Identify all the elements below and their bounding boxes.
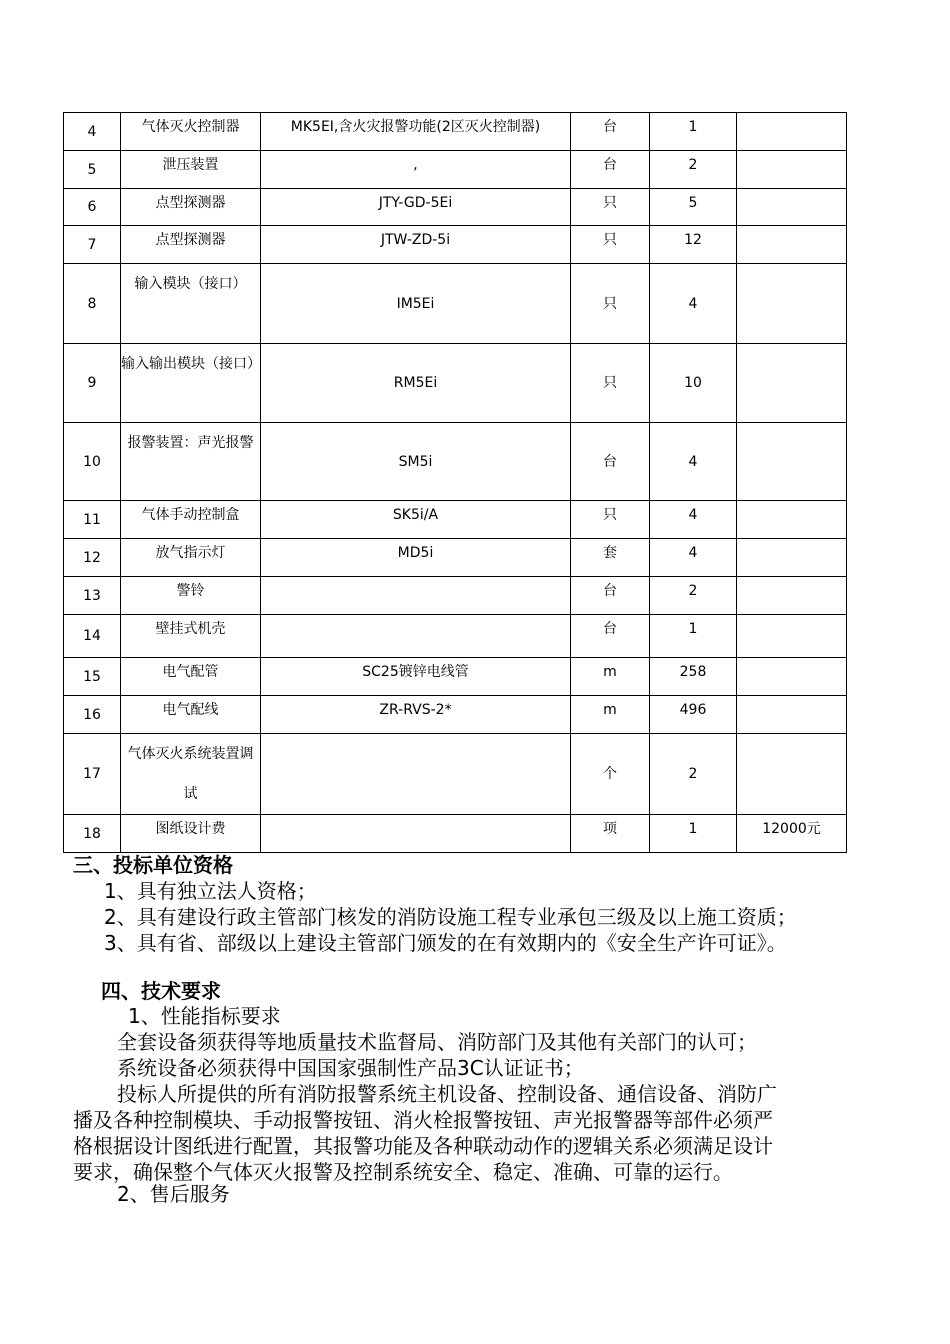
equipment-table <box>63 112 847 853</box>
qualification-item: 2、具有建设行政主管部门核发的消防设施工程专业承包三级及以上施工资质； <box>104 905 797 929</box>
table-row <box>64 658 847 696</box>
table-row <box>64 189 847 226</box>
row-number: 8 <box>64 264 121 344</box>
item-spec: IM5Ei <box>261 264 571 344</box>
item-qty: 2 <box>650 151 737 189</box>
item-note <box>737 423 847 501</box>
row-number: 4 <box>64 113 121 151</box>
item-spec: MK5EI,含火灾报警功能(2区灭火控制器) <box>261 113 571 151</box>
item-name: 警铃 <box>121 577 261 615</box>
item-unit: 只 <box>571 501 650 539</box>
item-note <box>737 189 847 226</box>
item-qty: 12 <box>650 226 737 264</box>
item-note <box>737 615 847 658</box>
item-name: 气体灭火系统装置调试 <box>121 734 261 815</box>
row-number: 18 <box>64 815 121 853</box>
item-note <box>737 151 847 189</box>
row-number: 5 <box>64 151 121 189</box>
item-note <box>737 113 847 151</box>
table-row <box>64 815 847 853</box>
item-spec: ZR-RVS-2* <box>261 696 571 734</box>
table-row <box>64 501 847 539</box>
item-name: 电气配线 <box>121 696 261 734</box>
row-number: 15 <box>64 658 121 696</box>
item-qty: 4 <box>650 501 737 539</box>
item-note <box>737 264 847 344</box>
item-qty: 10 <box>650 344 737 423</box>
item-name: 点型探测器 <box>121 226 261 264</box>
item-spec <box>261 577 571 615</box>
item-unit: 台 <box>571 423 650 501</box>
item-qty: 1 <box>650 615 737 658</box>
table-row <box>64 615 847 658</box>
table-row <box>64 113 847 151</box>
item-spec <box>261 615 571 658</box>
table-row <box>64 344 847 423</box>
item-note <box>737 696 847 734</box>
item-name: 壁挂式机壳 <box>121 615 261 658</box>
item-unit: 台 <box>571 577 650 615</box>
item-name: 气体手动控制盒 <box>121 501 261 539</box>
item-unit: 个 <box>571 734 650 815</box>
paragraph: 系统设备必须获得中国国家强制性产品3C认证证书； <box>117 1056 584 1080</box>
table-row <box>64 696 847 734</box>
item-unit: 只 <box>571 264 650 344</box>
paragraph-line: 播及各种控制模块、手动报警按钮、消火栓报警按钮、声光报警器等部件必须严 <box>73 1108 773 1132</box>
section4-heading: 四、技术要求 <box>101 979 221 1003</box>
row-number: 14 <box>64 615 121 658</box>
item-unit: 套 <box>571 539 650 577</box>
item-note <box>737 344 847 423</box>
table-row <box>64 734 847 815</box>
row-number: 16 <box>64 696 121 734</box>
item-spec: JTW-ZD-5i <box>261 226 571 264</box>
item-spec: SK5i/A <box>261 501 571 539</box>
item-name: 放气指示灯 <box>121 539 261 577</box>
item-name: 输入输出模块（接口） <box>121 344 261 423</box>
item-spec: SM5i <box>261 423 571 501</box>
item-spec: JTY-GD-5Ei <box>261 189 571 226</box>
item-qty: 5 <box>650 189 737 226</box>
row-number: 10 <box>64 423 121 501</box>
item-note <box>737 226 847 264</box>
item-qty: 4 <box>650 264 737 344</box>
table-row <box>64 423 847 501</box>
item-unit: 只 <box>571 226 650 264</box>
item-qty: 4 <box>650 539 737 577</box>
row-number: 7 <box>64 226 121 264</box>
item-qty: 2 <box>650 734 737 815</box>
item-note <box>737 658 847 696</box>
item-qty: 258 <box>650 658 737 696</box>
item-note: 12000元 <box>737 815 847 853</box>
item-name: 报警装置：声光报警 <box>121 423 261 501</box>
item-spec: RM5Ei <box>261 344 571 423</box>
item-unit: m <box>571 658 650 696</box>
paragraph-line: 投标人所提供的所有消防报警系统主机设备、控制设备、通信设备、消防广 <box>117 1082 777 1106</box>
row-number: 9 <box>64 344 121 423</box>
table-row <box>64 577 847 615</box>
table-row <box>64 539 847 577</box>
item-name: 气体灭火控制器 <box>121 113 261 151</box>
item-note <box>737 577 847 615</box>
item-name: 泄压装置 <box>121 151 261 189</box>
qualification-item: 3、具有省、部级以上建设主管部门颁发的在有效期内的《安全生产许可证》。 <box>104 931 787 955</box>
item-qty: 1 <box>650 815 737 853</box>
item-spec: , <box>261 151 571 189</box>
row-number: 13 <box>64 577 121 615</box>
row-number: 17 <box>64 734 121 815</box>
item-qty: 4 <box>650 423 737 501</box>
subheading-performance: 1、性能指标要求 <box>128 1004 281 1028</box>
item-unit: 台 <box>571 113 650 151</box>
item-qty: 496 <box>650 696 737 734</box>
item-qty: 1 <box>650 113 737 151</box>
row-number: 6 <box>64 189 121 226</box>
section3-heading: 三、投标单位资格 <box>73 853 233 877</box>
paragraph: 全套设备须获得等地质量技术监督局、消防部门及其他有关部门的认可； <box>117 1030 757 1054</box>
item-note <box>737 734 847 815</box>
table-row <box>64 264 847 344</box>
item-unit: 台 <box>571 151 650 189</box>
item-name: 电气配管 <box>121 658 261 696</box>
item-note <box>737 539 847 577</box>
subheading-after-sales: 2、售后服务 <box>117 1182 230 1206</box>
item-unit: 只 <box>571 344 650 423</box>
table-row <box>64 226 847 264</box>
item-spec: SC25镀锌电线管 <box>261 658 571 696</box>
paragraph-line: 要求，确保整个气体灭火报警及控制系统安全、稳定、准确、可靠的运行。 <box>73 1160 733 1184</box>
item-note <box>737 501 847 539</box>
qualification-item: 1、具有独立法人资格； <box>104 879 317 903</box>
item-unit: 项 <box>571 815 650 853</box>
item-spec <box>261 815 571 853</box>
item-qty: 2 <box>650 577 737 615</box>
item-unit: 只 <box>571 189 650 226</box>
item-name: 点型探测器 <box>121 189 261 226</box>
item-name: 图纸设计费 <box>121 815 261 853</box>
item-spec <box>261 734 571 815</box>
item-name: 输入模块（接口） <box>121 264 261 344</box>
item-spec: MD5i <box>261 539 571 577</box>
item-unit: m <box>571 696 650 734</box>
item-unit: 台 <box>571 615 650 658</box>
row-number: 11 <box>64 501 121 539</box>
paragraph-line: 格根据设计图纸进行配置，其报警功能及各种联动动作的逻辑关系必须满足设计 <box>73 1134 773 1158</box>
table-row <box>64 151 847 189</box>
row-number: 12 <box>64 539 121 577</box>
